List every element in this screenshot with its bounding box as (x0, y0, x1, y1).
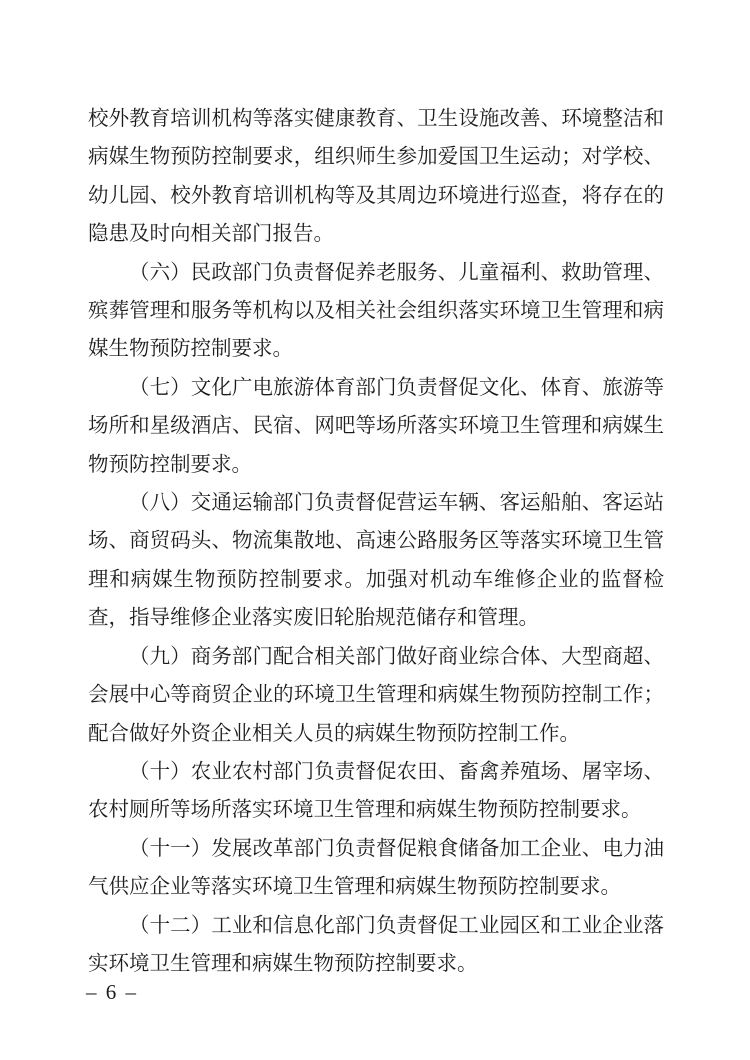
paragraph: （十）农业农村部门负责督促农田、畜禽养殖场、屠宰场、农村厕所等场所落实环境卫生管理和病媒生物预防控制要求。 (88, 760, 664, 822)
document-body (88, 100, 664, 983)
paragraph: （六）民政部门负责督促养老服务、儿童福利、救助管理、殡葬管理和服务等机构以及相关社会组织落实环境卫生管理和病媒生物预防控制要求。 (88, 261, 664, 361)
paragraph: （十二）工业和信息化部门负责督促工业园区和工业企业落实环境卫生管理和病媒生物预防控制要求。 (88, 914, 664, 975)
paragraph: （十一）发展改革部门负责督促粮食储备加工企业、电力油气供应企业等落实环境卫生管理和病媒生物预防控制要求。 (88, 837, 664, 899)
paragraph: 校外教育培训机构等落实健康教育、卫生设施改善、环境整洁和病媒生物预防控制要求，组织师生参加爱国卫生运动；对学校、幼儿园、校外教育培训机构等及其周边环境进行巡查，将存在的隐患及时向相关部门报告。 (88, 108, 664, 246)
paragraph: （九）商务部门配合相关部门做好商业综合体、大型商超、会展中心等商贸企业的环境卫生管理和病媒生物预防控制工作；配合做好外资企业相关人员的病媒生物预防控制工作。 (88, 645, 664, 745)
paragraph: （七）文化广电旅游体育部门负责督促文化、体育、旅游等场所和星级酒店、民宿、网吧等场所落实环境卫生管理和病媒生物预防控制要求。 (88, 376, 664, 476)
page-number: – 6 – (86, 980, 138, 1004)
paragraph: （八）交通运输部门负责督促营运车辆、客运船舶、客运站场、商贸码头、物流集散地、高速公路服务区等落实环境卫生管理和病媒生物预防控制要求。加强对机动车维修企业的监督检查，指导维修企业落实废旧轮胎规范储存和管理。 (88, 492, 664, 630)
